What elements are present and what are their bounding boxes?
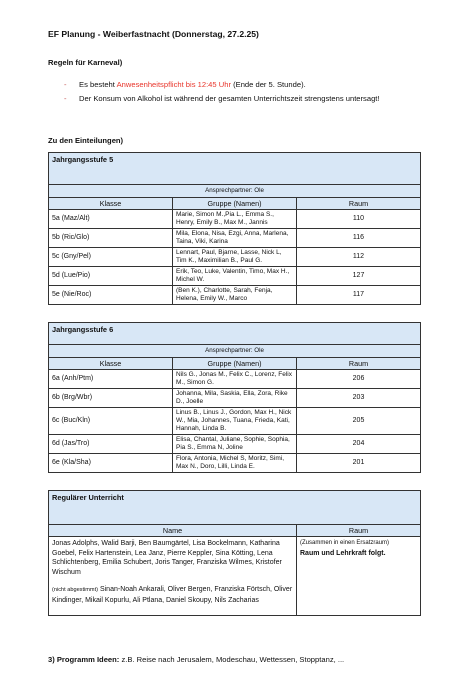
group-cell: Flora, Antonia, Michel S, Moritz, Simi, Max N., Doro, Lilli, Linda E. [173, 454, 297, 473]
class-cell: 6e (Kla/Sha) [49, 454, 173, 473]
room-cell: 110 [297, 210, 421, 229]
class-cell: 6c (Buc/Kln) [49, 408, 173, 435]
rule-item-alcohol [64, 93, 399, 104]
grade5-contact: Ansprechpartner: Ole [49, 185, 421, 198]
bullet-dash-icon: - [64, 94, 67, 103]
table-row [49, 408, 421, 435]
group-cell: Elisa, Chantal, Juliane, Sophie, Sophia, Pia S., Emma N, Joline [173, 435, 297, 454]
table-row [49, 389, 421, 408]
rules-heading: Regeln für Karneval) [48, 58, 123, 67]
bullet-dash-icon: - [64, 80, 67, 89]
names-note: (nicht abgestimmt) [52, 587, 99, 594]
rule-item-attendance [64, 79, 419, 90]
class-cell: 5c (Gny/Pel) [49, 248, 173, 267]
table-row [49, 435, 421, 454]
page-title: EF Planung - Weiberfastnacht (Donnerstag, 27.2.25) [48, 29, 259, 39]
col-header-gruppe: Gruppe (Namen) [173, 198, 297, 210]
group-cell: Linus B., Linus J., Gordon, Max H., Nick W., Mia, Johannes, Tuana, Frieda, Kati, Hannah, Linda B. [173, 408, 297, 435]
class-cell: 5b (Ric/Glo) [49, 229, 173, 248]
rule-text: Der Konsum von Alkohol ist während der gesamten Unterrichtszeit strengstens untersagt! [79, 94, 380, 103]
group-cell: Marie, Simon M.,Pia L., Emma S., Henry, Emily B., Max M., Jannis [173, 210, 297, 229]
table-row [49, 454, 421, 473]
regular-title: Regulärer Unterricht [49, 491, 421, 525]
program-ideas [48, 655, 344, 664]
table-row [49, 370, 421, 389]
attendance-highlight: Anwesenheitspflicht bis 12:45 Uhr [116, 80, 231, 89]
class-cell: 5d (Lue/Pio) [49, 267, 173, 286]
class-cell: 6d (Jas/Tro) [49, 435, 173, 454]
rule-text: Es besteht [79, 80, 117, 89]
class-cell: 5a (Maz/Alt) [49, 210, 173, 229]
grade6-title: Jahrgangsstufe 6 [49, 323, 421, 345]
program-text: z.B. Reise nach Jerusalem, Modeschau, Wettessen, Stopptanz, ... [119, 655, 345, 664]
col-header-name: Name [49, 525, 297, 537]
table-row [49, 267, 421, 286]
rule-text: (Ende der 5. Stunde). [230, 80, 306, 89]
group-cell: (Ben K.), Charlotte, Sarah, Fenja, Helena, Emily W., Marco [173, 286, 297, 305]
grade5-table [48, 152, 421, 305]
class-cell: 6a (Anh/Ptm) [49, 370, 173, 389]
grade6-table [48, 322, 421, 473]
group-cell: Mila, Elona, Nisa, Ezgi, Anna, Marlena, Taina, Viki, Karina [173, 229, 297, 248]
class-cell: 6b (Brg/Wbr) [49, 389, 173, 408]
names-extra: Sinan-Noah Ankarali, Oliver Bergen, Franziska Förtsch, Oliver Kindinger, Mikail Kopurlu, Ali Ptlana, Daniel Skoupy, Nils Zacharias [52, 586, 293, 604]
room-cell: 205 [297, 408, 421, 435]
group-cell: Johanna, Mila, Saskia, Ella, Zora, Rike D., Joelle [173, 389, 297, 408]
room-cell: 112 [297, 248, 421, 267]
col-header-gruppe: Gruppe (Namen) [173, 358, 297, 370]
table-row [49, 248, 421, 267]
regular-table [48, 490, 421, 616]
grade5-title: Jahrgangsstufe 5 [49, 153, 421, 185]
col-header-klasse: Klasse [49, 198, 173, 210]
table-row [49, 229, 421, 248]
col-header-raum: Raum [297, 358, 421, 370]
room-cell: 203 [297, 389, 421, 408]
room-info-cell [297, 537, 421, 616]
col-header-raum: Raum [297, 198, 421, 210]
group-cell: Nils G., Jonas M., Felix C., Lorenz, Felix M., Simon G. [173, 370, 297, 389]
room-follow-up: Raum und Lehrkraft folgt. [300, 549, 386, 557]
program-label: 3) Programm Ideen: [48, 655, 120, 664]
names-cell [49, 537, 297, 616]
group-cell: Erik, Teo, Luke, Valentin, Timo, Max H., Michel W. [173, 267, 297, 286]
assignments-heading: Zu den Einteilungen) [48, 136, 124, 145]
room-cell: 204 [297, 435, 421, 454]
names-extra-block [52, 585, 293, 605]
grade6-contact: Ansprechpartner: Ole [49, 345, 421, 358]
group-cell: Lennart, Paul, Bjarne, Lasse, Nick L, Tim K., Maximilian B., Paul G. [173, 248, 297, 267]
room-cell: 206 [297, 370, 421, 389]
table-row [49, 210, 421, 229]
col-header-raum: Raum [297, 525, 421, 537]
room-cell: 116 [297, 229, 421, 248]
class-cell: 5e (Nie/Roc) [49, 286, 173, 305]
table-row [49, 286, 421, 305]
names-main: Jonas Adolphs, Walid Barji, Ben Baumgärtel, Lisa Bockelmann, Katharina Goebel, Felix Hartenstein, Lea Janz, Pierre Keppler, Sina Kötting, Lena Schlichtenberg, Emilia Schubert, Joris Tanger, Franziska Wilmes, Kristofer Wischum [52, 540, 282, 576]
room-cell: 201 [297, 454, 421, 473]
room-note: (Zusammen in einen Ersatzraum) [300, 540, 390, 546]
room-cell: 127 [297, 267, 421, 286]
room-cell: 117 [297, 286, 421, 305]
col-header-klasse: Klasse [49, 358, 173, 370]
